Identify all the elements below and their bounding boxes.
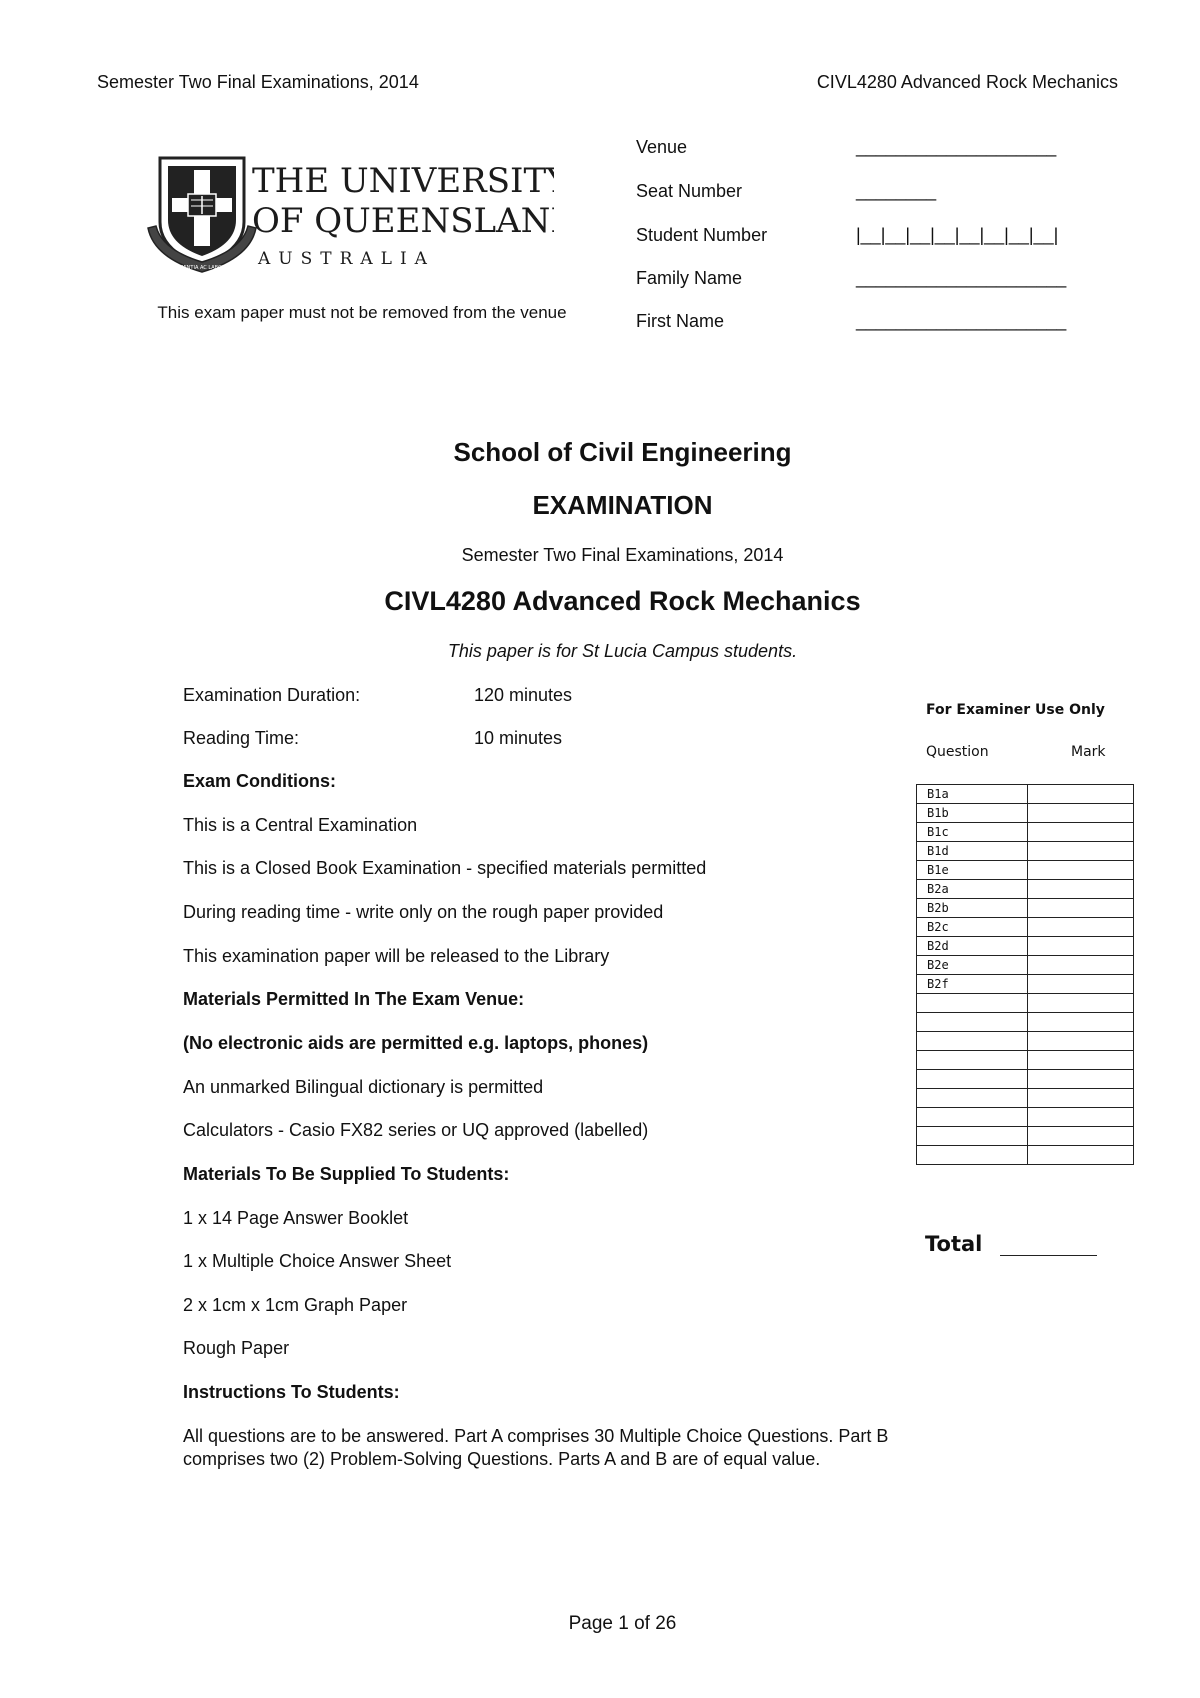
question-cell: B1b — [917, 804, 1028, 823]
question-cell — [917, 1089, 1028, 1108]
question-cell — [917, 1108, 1028, 1127]
seat-number-field[interactable]: ________ — [856, 181, 937, 201]
mark-cell[interactable] — [1028, 1032, 1134, 1051]
mark-table-row — [917, 994, 1134, 1013]
mark-cell[interactable] — [1028, 1108, 1134, 1127]
course-title: CIVL4280 Advanced Rock Mechanics — [384, 586, 861, 616]
question-cell: B2d — [917, 937, 1028, 956]
mark-cell[interactable] — [1028, 1013, 1134, 1032]
venue-field[interactable]: ____________________ — [856, 137, 1057, 157]
mark-cell[interactable] — [1028, 994, 1134, 1013]
mark-table-row — [917, 823, 1134, 842]
question-cell — [917, 1127, 1028, 1146]
question-cell: B2b — [917, 899, 1028, 918]
page-number: Page 1 of 26 — [568, 1613, 677, 1634]
permitted-item: An unmarked Bilingual dictionary is permitted — [183, 1077, 544, 1097]
mark-cell[interactable] — [1028, 956, 1134, 975]
university-logo — [144, 150, 554, 280]
removal-note: This exam paper must not be removed from the venue — [157, 303, 567, 322]
mark-table-row — [917, 1051, 1134, 1070]
mark-cell[interactable] — [1028, 1146, 1134, 1165]
total-label: Total — [925, 1232, 983, 1256]
mark-table-row — [917, 1108, 1134, 1127]
mark-cell[interactable] — [1028, 937, 1134, 956]
mark-cell[interactable] — [1028, 975, 1134, 994]
permitted-heading: Materials Permitted In The Exam Venue: — [183, 989, 525, 1009]
mark-table-row — [917, 804, 1134, 823]
reading-label: Reading Time: — [183, 728, 300, 748]
examiner-mark-table — [916, 784, 1134, 1165]
instructions-line: All questions are to be answered. Part A comprises 30 Multiple Choice Questions. Part B — [183, 1426, 889, 1446]
mark-table-row — [917, 785, 1134, 804]
mark-table-row — [917, 1146, 1134, 1165]
header-right: CIVL4280 Advanced Rock Mechanics — [816, 72, 1118, 92]
mark-table-row — [917, 956, 1134, 975]
mark-table-row — [917, 899, 1134, 918]
supplied-item: 1 x 14 Page Answer Booklet — [183, 1208, 409, 1228]
question-cell: B2e — [917, 956, 1028, 975]
mark-cell[interactable] — [1028, 1127, 1134, 1146]
question-cell — [917, 1146, 1028, 1165]
mark-table-row — [917, 1013, 1134, 1032]
duration-value: 120 minutes — [474, 685, 573, 705]
permitted-item: Calculators - Casio FX82 series or UQ approved (labelled) — [183, 1120, 649, 1140]
mark-cell[interactable] — [1028, 1051, 1134, 1070]
condition-item: This is a Central Examination — [183, 815, 418, 835]
mark-table-row — [917, 975, 1134, 994]
mark-table-row — [917, 861, 1134, 880]
uq-crest-icon — [144, 150, 554, 280]
crest-motto: SCIENTIA AC LABORE — [175, 265, 229, 271]
semester-title: Semester Two Final Examinations, 2014 — [461, 545, 784, 565]
mark-table-row — [917, 1070, 1134, 1089]
condition-item: This is a Closed Book Examination - specified materials permitted — [183, 858, 707, 878]
mark-cell[interactable] — [1028, 880, 1134, 899]
total-field[interactable] — [1000, 1255, 1097, 1256]
logo-line-2: OF QUEENSLAND — [252, 201, 554, 241]
supplied-heading: Materials To Be Supplied To Students: — [183, 1164, 510, 1184]
question-cell — [917, 1032, 1028, 1051]
question-cell: B2f — [917, 975, 1028, 994]
venue-label: Venue — [636, 137, 688, 157]
supplied-item: 2 x 1cm x 1cm Graph Paper — [183, 1295, 408, 1315]
school-title: School of Civil Engineering — [453, 437, 792, 467]
family-name-field[interactable]: _____________________ — [856, 268, 1067, 288]
mark-cell[interactable] — [1028, 842, 1134, 861]
instructions-line: comprises two (2) Problem-Solving Questions. Parts A and B are of equal value. — [183, 1449, 821, 1469]
mark-table-row — [917, 1089, 1134, 1108]
mark-cell[interactable] — [1028, 918, 1134, 937]
question-cell: B2a — [917, 880, 1028, 899]
instructions-heading: Instructions To Students: — [183, 1382, 400, 1402]
student-number-field[interactable]: |__|__|__|__|__|__|__|__| — [856, 225, 1059, 245]
supplied-item: 1 x Multiple Choice Answer Sheet — [183, 1251, 452, 1271]
mark-cell[interactable] — [1028, 899, 1134, 918]
mark-cell[interactable] — [1028, 785, 1134, 804]
condition-item: This examination paper will be released to the Library — [183, 946, 610, 966]
examiner-title: For Examiner Use Only — [926, 702, 1105, 718]
mark-table-row — [917, 880, 1134, 899]
question-cell: B2c — [917, 918, 1028, 937]
mark-cell[interactable] — [1028, 804, 1134, 823]
question-cell: B1c — [917, 823, 1028, 842]
mark-cell[interactable] — [1028, 823, 1134, 842]
mark-table-row — [917, 842, 1134, 861]
question-cell: B1d — [917, 842, 1028, 861]
campus-note: This paper is for St Lucia Campus students. — [447, 641, 798, 661]
question-cell: B1a — [917, 785, 1028, 804]
logo-line-3: AUSTRALIA — [258, 249, 435, 269]
mark-table-row — [917, 1032, 1134, 1051]
family-name-label: Family Name — [636, 268, 743, 288]
question-cell — [917, 1070, 1028, 1089]
question-cell — [917, 1013, 1028, 1032]
mark-table-row — [917, 937, 1134, 956]
permitted-note: (No electronic aids are permitted e.g. laptops, phones) — [183, 1033, 649, 1053]
mark-cell[interactable] — [1028, 861, 1134, 880]
duration-label: Examination Duration: — [183, 685, 361, 705]
question-column-header: Question — [926, 744, 989, 760]
mark-cell[interactable] — [1028, 1070, 1134, 1089]
condition-item: During reading time - write only on the rough paper provided — [183, 902, 664, 922]
question-cell — [917, 1051, 1028, 1070]
header-left: Semester Two Final Examinations, 2014 — [97, 72, 419, 92]
question-cell: B1e — [917, 861, 1028, 880]
first-name-field[interactable]: _____________________ — [856, 311, 1067, 331]
first-name-label: First Name — [636, 311, 725, 331]
reading-value: 10 minutes — [474, 728, 563, 748]
student-number-label: Student Number — [636, 225, 768, 245]
seat-number-label: Seat Number — [636, 181, 743, 201]
exam-title: EXAMINATION — [532, 490, 713, 520]
question-cell — [917, 994, 1028, 1013]
mark-table-row — [917, 918, 1134, 937]
mark-column-header: Mark — [1071, 744, 1106, 760]
logo-line-1: THE UNIVERSITY — [252, 161, 554, 201]
conditions-heading: Exam Conditions: — [183, 771, 337, 791]
supplied-item: Rough Paper — [183, 1338, 290, 1358]
mark-table-row — [917, 1127, 1134, 1146]
mark-cell[interactable] — [1028, 1089, 1134, 1108]
